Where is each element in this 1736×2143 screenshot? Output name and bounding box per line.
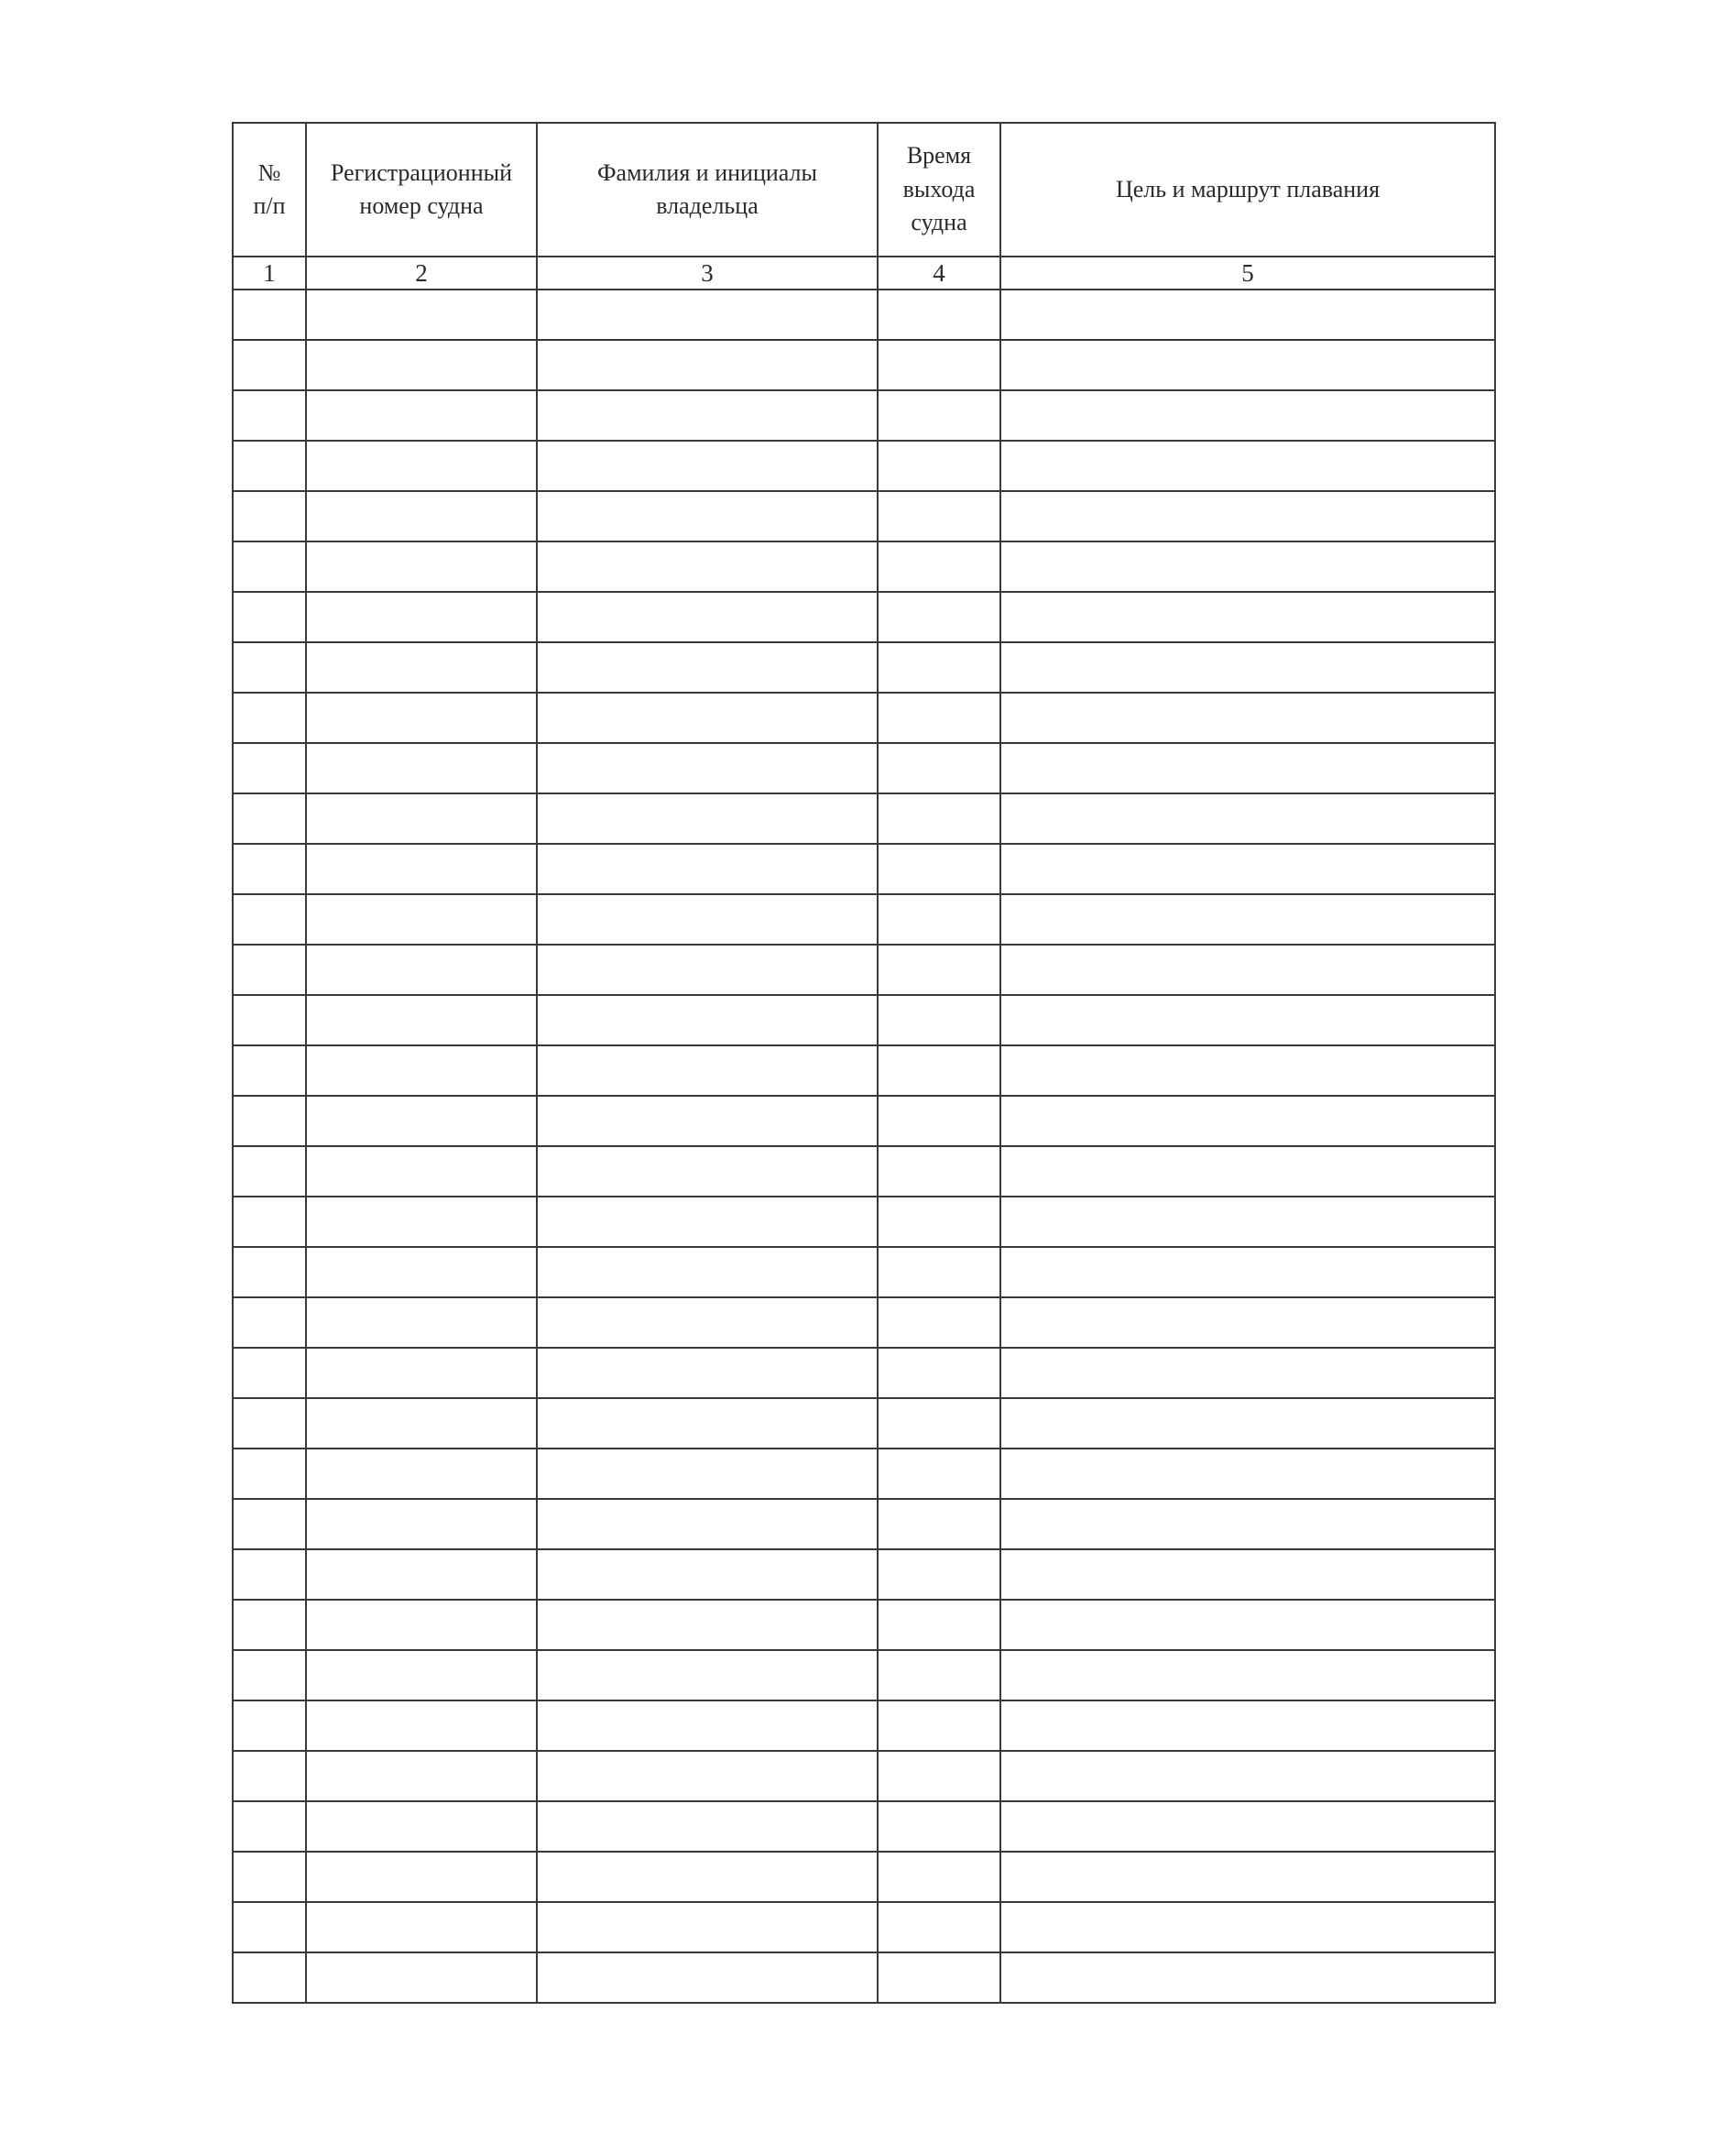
table-cell	[537, 1952, 878, 2003]
table-cell	[878, 1499, 1000, 1549]
table-cell	[1000, 1852, 1495, 1902]
table-cell	[878, 894, 1000, 945]
header-purpose-route: Цель и маршрут плавания	[1000, 123, 1495, 257]
table-cell	[1000, 693, 1495, 743]
table-cell	[537, 844, 878, 894]
table-row	[233, 1096, 1495, 1146]
table-cell	[1000, 1902, 1495, 1952]
table-cell	[233, 642, 306, 693]
table-row	[233, 1700, 1495, 1751]
table-cell	[537, 1751, 878, 1801]
table-cell	[233, 290, 306, 340]
table-cell	[233, 1801, 306, 1852]
table-cell	[233, 1852, 306, 1902]
table-cell	[537, 441, 878, 491]
table-cell	[233, 1902, 306, 1952]
table-row	[233, 1650, 1495, 1700]
table-cell	[878, 1902, 1000, 1952]
table-body	[233, 290, 1495, 2003]
table-cell	[878, 441, 1000, 491]
table-cell	[878, 1600, 1000, 1650]
column-number: 4	[878, 257, 1000, 290]
table-cell	[306, 1096, 537, 1146]
table-cell	[233, 1499, 306, 1549]
table-cell	[537, 1902, 878, 1952]
table-cell	[878, 1852, 1000, 1902]
table-cell	[537, 1146, 878, 1197]
table-cell	[233, 743, 306, 793]
table-cell	[233, 693, 306, 743]
table-cell	[306, 1902, 537, 1952]
table-cell	[306, 1197, 537, 1247]
table-cell	[878, 541, 1000, 592]
table-cell	[537, 743, 878, 793]
table-cell	[537, 1650, 878, 1700]
table-cell	[306, 541, 537, 592]
table-cell	[306, 491, 537, 541]
table-cell	[878, 1549, 1000, 1600]
table-cell	[233, 1549, 306, 1600]
table-cell	[1000, 1197, 1495, 1247]
table-cell	[878, 1146, 1000, 1197]
table-cell	[1000, 945, 1495, 995]
table-cell	[1000, 1398, 1495, 1449]
table-row	[233, 945, 1495, 995]
table-row	[233, 793, 1495, 844]
table-cell	[306, 1449, 537, 1499]
table-cell	[233, 1197, 306, 1247]
table-cell	[233, 491, 306, 541]
table-cell	[306, 844, 537, 894]
table-cell	[233, 945, 306, 995]
table-cell	[233, 793, 306, 844]
table-cell	[878, 1197, 1000, 1247]
table-row	[233, 541, 1495, 592]
table-cell	[1000, 1650, 1495, 1700]
table-cell	[1000, 894, 1495, 945]
table-cell	[1000, 592, 1495, 642]
table-cell	[878, 945, 1000, 995]
table-row	[233, 1146, 1495, 1197]
table-row	[233, 290, 1495, 340]
column-number-row	[233, 257, 1495, 290]
table-row	[233, 693, 1495, 743]
table-cell	[1000, 541, 1495, 592]
table-cell	[1000, 1751, 1495, 1801]
table-cell	[306, 945, 537, 995]
table-cell	[233, 1045, 306, 1096]
table-cell	[233, 844, 306, 894]
table-cell	[537, 642, 878, 693]
table-cell	[306, 1751, 537, 1801]
table-cell	[1000, 1045, 1495, 1096]
table-cell	[537, 1096, 878, 1146]
table-cell	[306, 743, 537, 793]
table-cell	[537, 1801, 878, 1852]
table-cell	[878, 390, 1000, 441]
table-cell	[878, 1297, 1000, 1348]
table-cell	[878, 1096, 1000, 1146]
table-cell	[1000, 1096, 1495, 1146]
header-registration-number: Регистрационный номер судна	[306, 123, 537, 257]
table-cell	[233, 1650, 306, 1700]
table-cell	[1000, 844, 1495, 894]
table-cell	[537, 995, 878, 1045]
table-cell	[1000, 1700, 1495, 1751]
table-row	[233, 642, 1495, 693]
table-row	[233, 1247, 1495, 1297]
table-row	[233, 1902, 1495, 1952]
table-cell	[306, 1600, 537, 1650]
table-cell	[878, 793, 1000, 844]
table-row	[233, 340, 1495, 390]
table-row	[233, 1297, 1495, 1348]
header-owner-name: Фамилия и инициалы владельца	[537, 123, 878, 257]
table-cell	[306, 1499, 537, 1549]
column-number: 1	[233, 257, 306, 290]
table-cell	[1000, 1600, 1495, 1650]
vessel-departure-log-table	[232, 122, 1496, 2004]
table-cell	[878, 1449, 1000, 1499]
table-cell	[878, 642, 1000, 693]
table-cell	[306, 1549, 537, 1600]
table-cell	[306, 390, 537, 441]
table-cell	[233, 1600, 306, 1650]
table-cell	[878, 844, 1000, 894]
table-cell	[537, 894, 878, 945]
table-cell	[233, 1348, 306, 1398]
table-row	[233, 1801, 1495, 1852]
table-row	[233, 995, 1495, 1045]
table-row	[233, 592, 1495, 642]
table-cell	[306, 1852, 537, 1902]
table-row	[233, 743, 1495, 793]
table-cell	[1000, 1297, 1495, 1348]
table-cell	[306, 793, 537, 844]
table-cell	[306, 693, 537, 743]
table-cell	[1000, 1801, 1495, 1852]
table-cell	[537, 1499, 878, 1549]
table-cell	[1000, 390, 1495, 441]
table-cell	[306, 642, 537, 693]
header-departure-time: Время выхода судна	[878, 123, 1000, 257]
table-row	[233, 1549, 1495, 1600]
table-row	[233, 1348, 1495, 1398]
table-cell	[1000, 1549, 1495, 1600]
table-cell	[1000, 1146, 1495, 1197]
table-cell	[878, 491, 1000, 541]
table-cell	[306, 995, 537, 1045]
table-cell	[233, 1096, 306, 1146]
table-cell	[537, 793, 878, 844]
table-cell	[537, 541, 878, 592]
table-cell	[306, 592, 537, 642]
table-cell	[537, 1348, 878, 1398]
table-cell	[537, 1449, 878, 1499]
table-row	[233, 1952, 1495, 2003]
table-cell	[233, 894, 306, 945]
table-cell	[878, 592, 1000, 642]
table-cell	[878, 1045, 1000, 1096]
table-cell	[1000, 1348, 1495, 1398]
table-header-row	[233, 123, 1495, 257]
table-cell	[878, 995, 1000, 1045]
table-cell	[1000, 441, 1495, 491]
table-cell	[537, 1700, 878, 1751]
table-cell	[306, 1952, 537, 2003]
table-cell	[233, 995, 306, 1045]
table-cell	[306, 1700, 537, 1751]
table-cell	[233, 340, 306, 390]
table-cell	[878, 290, 1000, 340]
table-cell	[306, 1348, 537, 1398]
table-cell	[306, 1247, 537, 1297]
table-cell	[1000, 995, 1495, 1045]
column-number: 3	[537, 257, 878, 290]
table-cell	[537, 693, 878, 743]
table-cell	[306, 1398, 537, 1449]
table-cell	[233, 1751, 306, 1801]
table-cell	[306, 1297, 537, 1348]
table-row	[233, 1600, 1495, 1650]
table-cell	[878, 1952, 1000, 2003]
table-row	[233, 1197, 1495, 1247]
table-cell	[306, 340, 537, 390]
table-cell	[233, 1449, 306, 1499]
table-cell	[878, 1751, 1000, 1801]
table-cell	[878, 1247, 1000, 1297]
table-row	[233, 1852, 1495, 1902]
table-cell	[233, 1398, 306, 1449]
table-cell	[1000, 1952, 1495, 2003]
table-cell	[1000, 1499, 1495, 1549]
table-cell	[1000, 793, 1495, 844]
table-cell	[1000, 340, 1495, 390]
table-cell	[537, 1045, 878, 1096]
column-number: 5	[1000, 257, 1495, 290]
table-cell	[537, 290, 878, 340]
table-cell	[306, 290, 537, 340]
table-cell	[233, 592, 306, 642]
table-cell	[306, 441, 537, 491]
table-row	[233, 844, 1495, 894]
table-row	[233, 1751, 1495, 1801]
table-cell	[233, 1297, 306, 1348]
table-cell	[878, 693, 1000, 743]
table-cell	[233, 441, 306, 491]
table-cell	[537, 592, 878, 642]
table-cell	[537, 1297, 878, 1348]
table-row	[233, 1499, 1495, 1549]
table-cell	[306, 1146, 537, 1197]
table-cell	[878, 340, 1000, 390]
table-cell	[537, 1398, 878, 1449]
table-row	[233, 1449, 1495, 1499]
table-cell	[306, 1045, 537, 1096]
table-cell	[233, 1952, 306, 2003]
table-cell	[878, 1398, 1000, 1449]
table-row	[233, 441, 1495, 491]
table-cell	[537, 1247, 878, 1297]
table-cell	[537, 1549, 878, 1600]
table-row	[233, 894, 1495, 945]
table-cell	[1000, 1247, 1495, 1297]
table-cell	[878, 743, 1000, 793]
table-cell	[306, 894, 537, 945]
table-cell	[537, 491, 878, 541]
table-cell	[1000, 491, 1495, 541]
table-row	[233, 1045, 1495, 1096]
table-cell	[537, 340, 878, 390]
table-cell	[878, 1650, 1000, 1700]
table-cell	[306, 1650, 537, 1700]
table-cell	[1000, 642, 1495, 693]
table-cell	[537, 1852, 878, 1902]
table-row	[233, 390, 1495, 441]
table-row	[233, 491, 1495, 541]
table-row	[233, 1398, 1495, 1449]
table-cell	[537, 1197, 878, 1247]
table-cell	[233, 541, 306, 592]
table-cell	[233, 390, 306, 441]
table-cell	[878, 1801, 1000, 1852]
table-cell	[1000, 290, 1495, 340]
table-cell	[537, 1600, 878, 1650]
table-cell	[1000, 1449, 1495, 1499]
table-cell	[1000, 743, 1495, 793]
table-cell	[537, 390, 878, 441]
table-cell	[233, 1247, 306, 1297]
table-cell	[233, 1700, 306, 1751]
table-cell	[306, 1801, 537, 1852]
header-number: № п/п	[233, 123, 306, 257]
table-cell	[878, 1700, 1000, 1751]
column-number: 2	[306, 257, 537, 290]
table-cell	[878, 1348, 1000, 1398]
table-cell	[537, 945, 878, 995]
table-cell	[233, 1146, 306, 1197]
